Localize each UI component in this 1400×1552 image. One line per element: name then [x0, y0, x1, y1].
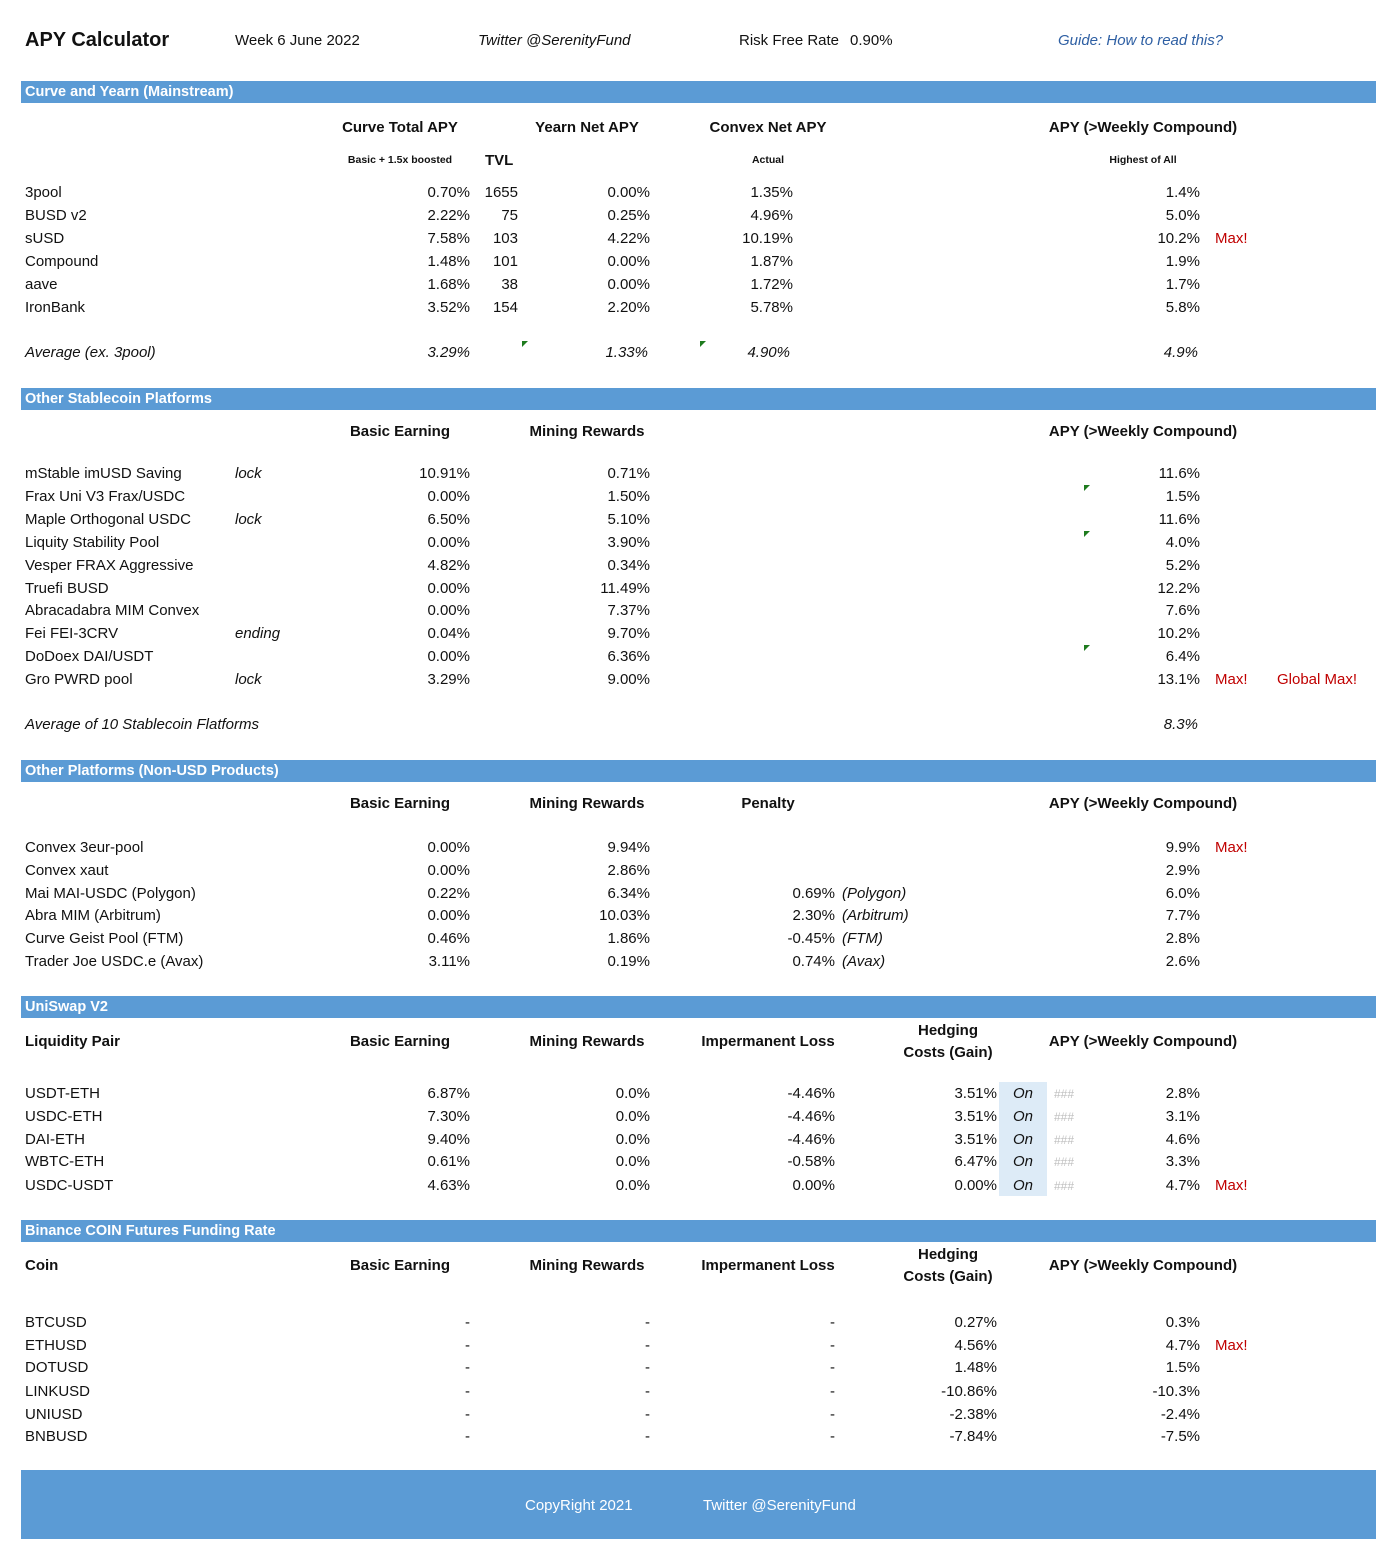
row-name: WBTC-ETH [25, 1153, 105, 1170]
curve-total-apy-value: 1.48% [427, 253, 470, 270]
mining-rewards-value: 6.36% [607, 648, 650, 665]
apy-value: 1.4% [1165, 184, 1200, 201]
convex-apy-value: 4.96% [750, 207, 793, 224]
row-name: Compound [25, 253, 99, 270]
row-name: mStable imUSD Saving [25, 465, 182, 482]
col-impermanent-loss: Impermanent Loss [701, 1033, 835, 1050]
yearn-apy-value: 2.20% [607, 299, 650, 316]
yearn-apy-value: 0.00% [607, 184, 650, 201]
penalty-value: 0.69% [792, 885, 835, 902]
col-coin: Coin [25, 1257, 59, 1274]
basic-earning-value: - [465, 1337, 470, 1354]
col-mining-rewards: Mining Rewards [529, 795, 645, 812]
footer-bar [21, 1470, 1376, 1539]
mining-rewards-value: 0.0% [615, 1177, 650, 1194]
row-name: 3pool [25, 184, 62, 201]
col-apy-sub: Highest of All [1109, 154, 1177, 166]
comment-marker [700, 341, 706, 347]
section-curve-yearn-bar: Curve and Yearn (Mainstream) [21, 81, 1376, 103]
apy-value: 2.6% [1165, 953, 1200, 970]
hedge-toggle[interactable]: On [1013, 1131, 1034, 1148]
hedging-cost-value: 6.47% [954, 1153, 997, 1170]
col-apy-weekly: APY (>Weekly Compound) [1048, 423, 1238, 440]
curve-average-curve: 3.29% [427, 344, 470, 361]
col-apy-weekly: APY (>Weekly Compound) [1048, 795, 1238, 812]
max-flag: Max! [1215, 1177, 1248, 1194]
hedge-toggle[interactable]: On [1013, 1108, 1034, 1125]
week-label: Week 6 June 2022 [235, 32, 360, 49]
mining-rewards-value: 0.0% [615, 1153, 650, 1170]
col-curve-sub: Basic + 1.5x boosted [347, 154, 453, 166]
convex-apy-value: 1.87% [750, 253, 793, 270]
stablecoin-average-label: Average of 10 Stablecoin Flatforms [25, 716, 260, 733]
row-name: USDC-USDT [25, 1177, 114, 1194]
col-apy-weekly: APY (>Weekly Compound) [1048, 1257, 1238, 1274]
mining-rewards-value: 0.0% [615, 1131, 650, 1148]
curve-total-apy-value: 0.70% [427, 184, 470, 201]
mining-rewards-value: - [645, 1359, 650, 1376]
impermanent-loss-value: 0.00% [792, 1177, 835, 1194]
basic-earning-value: - [465, 1383, 470, 1400]
convex-apy-value: 1.35% [750, 184, 793, 201]
impermanent-loss-value: -4.46% [787, 1108, 835, 1125]
mining-rewards-value: 9.70% [607, 625, 650, 642]
curve-total-apy-value: 1.68% [427, 276, 470, 293]
row-name: Convex 3eur-pool [25, 839, 144, 856]
footer-twitter[interactable]: Twitter @SerenityFund [703, 1497, 856, 1514]
col-hedging: Hedging [918, 1022, 978, 1039]
basic-earning-value: 0.04% [427, 625, 470, 642]
row-name: Mai MAI-USDC (Polygon) [25, 885, 196, 902]
apy-value: 7.7% [1165, 907, 1200, 924]
row-name: Curve Geist Pool (FTM) [25, 930, 184, 947]
basic-earning-value: 3.29% [427, 671, 470, 688]
yearn-apy-value: 4.22% [607, 230, 650, 247]
hedging-cost-value: -2.38% [949, 1406, 997, 1423]
row-name: DoDoex DAI/USDT [25, 648, 154, 665]
basic-earning-value: 4.82% [427, 557, 470, 574]
basic-earning-value: 0.22% [427, 885, 470, 902]
max-flag: Max! [1215, 1337, 1248, 1354]
row-name: Abra MIM (Arbitrum) [25, 907, 161, 924]
curve-average-yearn: 1.33% [605, 344, 648, 361]
apy-value: 7.6% [1165, 602, 1200, 619]
overflow-cell: ### [1054, 1087, 1075, 1101]
mining-rewards-value: 0.0% [615, 1085, 650, 1102]
apy-value: 3.3% [1165, 1153, 1200, 1170]
apy-value: 11.6% [1158, 465, 1200, 482]
mining-rewards-value: - [645, 1314, 650, 1331]
apy-value: 6.0% [1165, 885, 1200, 902]
impermanent-loss-value: - [830, 1406, 835, 1423]
basic-earning-value: 0.00% [427, 534, 470, 551]
row-name: BNBUSD [25, 1428, 88, 1445]
row-name: Trader Joe USDC.e (Avax) [25, 953, 204, 970]
mining-rewards-value: 0.34% [607, 557, 650, 574]
mining-rewards-value: 11.49% [600, 580, 650, 597]
col-impermanent-loss: Impermanent Loss [701, 1257, 835, 1274]
apy-value: 12.2% [1157, 580, 1200, 597]
basic-earning-value: - [465, 1428, 470, 1445]
section-stablecoin-bar: Other Stablecoin Platforms [21, 388, 1376, 410]
apy-value: 10.2% [1157, 230, 1200, 247]
curve-total-apy-value: 7.58% [427, 230, 470, 247]
tvl-value: 101 [492, 253, 518, 270]
impermanent-loss-value: -4.46% [787, 1131, 835, 1148]
impermanent-loss-value: -0.58% [787, 1153, 835, 1170]
apy-value: 0.3% [1165, 1314, 1200, 1331]
hedging-cost-value: 4.56% [954, 1337, 997, 1354]
hedging-cost-value: 1.48% [954, 1359, 997, 1376]
mining-rewards-value: 9.94% [607, 839, 650, 856]
row-name: Frax Uni V3 Frax/USDC [25, 488, 186, 505]
penalty-value: -0.45% [787, 930, 835, 947]
row-note: ending [235, 625, 281, 642]
overflow-cell: ### [1054, 1155, 1075, 1169]
apy-value: 11.6% [1158, 511, 1200, 528]
overflow-cell: ### [1054, 1110, 1075, 1124]
apy-value: -7.5% [1160, 1428, 1200, 1445]
row-name: UNIUSD [25, 1406, 83, 1423]
hedging-cost-value: 0.00% [954, 1177, 997, 1194]
mining-rewards-value: - [645, 1383, 650, 1400]
convex-apy-value: 5.78% [750, 299, 793, 316]
impermanent-loss-value: - [830, 1428, 835, 1445]
hedging-cost-value: -7.84% [949, 1428, 997, 1445]
max-flag: Max! [1215, 839, 1248, 856]
apy-value: 9.9% [1165, 839, 1200, 856]
col-hedging-costs: Costs (Gain) [903, 1268, 993, 1285]
twitter-handle[interactable]: Twitter @SerenityFund [478, 32, 631, 49]
tvl-value: 154 [492, 299, 518, 316]
mining-rewards-value: 0.71% [607, 465, 650, 482]
row-note: lock [235, 465, 262, 482]
col-penalty: Penalty [741, 795, 795, 812]
basic-earning-value: 0.61% [427, 1153, 470, 1170]
chain-label: (FTM) [842, 930, 883, 947]
mining-rewards-value: 10.03% [599, 907, 650, 924]
hedging-cost-value: 0.27% [954, 1314, 997, 1331]
basic-earning-value: 0.00% [427, 862, 470, 879]
basic-earning-value: 7.30% [427, 1108, 470, 1125]
hedge-toggle[interactable]: On [1013, 1177, 1034, 1194]
comment-marker [1084, 485, 1090, 491]
basic-earning-value: 6.87% [427, 1085, 470, 1102]
apy-value: 2.8% [1165, 1085, 1200, 1102]
convex-apy-value: 10.19% [742, 230, 793, 247]
impermanent-loss-value: - [830, 1359, 835, 1376]
basic-earning-value: - [465, 1314, 470, 1331]
basic-earning-value: - [465, 1359, 470, 1376]
col-hedging-costs: Costs (Gain) [903, 1044, 993, 1061]
row-name: Convex xaut [25, 862, 109, 879]
mining-rewards-value: 3.90% [607, 534, 650, 551]
row-name: USDC-ETH [25, 1108, 103, 1125]
col-apy-weekly: APY (>Weekly Compound) [1048, 119, 1238, 136]
curve-average-apy: 4.9% [1163, 344, 1198, 361]
chain-label: (Avax) [842, 953, 886, 970]
basic-earning-value: 0.00% [427, 602, 470, 619]
basic-earning-value: 0.00% [427, 648, 470, 665]
row-name: Maple Orthogonal USDC [25, 511, 191, 528]
mining-rewards-value: 2.86% [607, 862, 650, 879]
col-curve-total-apy: Curve Total APY [342, 119, 458, 136]
basic-earning-value: 0.00% [427, 839, 470, 856]
row-name: IronBank [25, 299, 86, 316]
col-tvl: TVL [485, 152, 514, 169]
tvl-value: 75 [501, 207, 518, 224]
apy-value: 4.7% [1165, 1337, 1200, 1354]
mining-rewards-value: 0.19% [607, 953, 650, 970]
overflow-cell: ### [1054, 1179, 1075, 1193]
basic-earning-value: 10.91% [419, 465, 470, 482]
basic-earning-value: 0.00% [427, 488, 470, 505]
col-basic-earning: Basic Earning [349, 423, 451, 440]
curve-average-convex: 4.90% [747, 344, 790, 361]
max-flag: Max! [1215, 230, 1248, 247]
footer-copyright: CopyRight 2021 [525, 1497, 633, 1514]
curve-total-apy-value: 2.22% [427, 207, 470, 224]
apy-value: 3.1% [1165, 1108, 1200, 1125]
row-note: lock [235, 511, 262, 528]
section-non-usd-bar: Other Platforms (Non-USD Products) [21, 760, 1376, 782]
row-name: Abracadabra MIM Convex [25, 602, 200, 619]
apy-value: -2.4% [1160, 1406, 1200, 1423]
risk-free-label: Risk Free Rate [739, 32, 840, 49]
basic-earning-value: 0.46% [427, 930, 470, 947]
mining-rewards-value: 9.00% [607, 671, 650, 688]
col-yearn-net-apy: Yearn Net APY [535, 119, 639, 136]
col-convex-sub: Actual [751, 154, 785, 166]
col-basic-earning: Basic Earning [349, 795, 451, 812]
apy-value: 5.0% [1165, 207, 1200, 224]
mining-rewards-value: 5.10% [607, 511, 650, 528]
penalty-value: 0.74% [792, 953, 835, 970]
apy-value: 1.5% [1165, 1359, 1200, 1376]
col-convex-net-apy: Convex Net APY [709, 119, 827, 136]
mining-rewards-value: 0.0% [615, 1108, 650, 1125]
section-binance-bar: Binance COIN Futures Funding Rate [21, 1220, 1376, 1242]
curve-total-apy-value: 3.52% [427, 299, 470, 316]
mining-rewards-value: - [645, 1406, 650, 1423]
convex-apy-value: 1.72% [750, 276, 793, 293]
row-name: DAI-ETH [25, 1131, 85, 1148]
row-name: USDT-ETH [25, 1085, 100, 1102]
row-name: Vesper FRAX Aggressive [25, 557, 194, 574]
impermanent-loss-value: - [830, 1383, 835, 1400]
col-mining-rewards: Mining Rewards [529, 1033, 645, 1050]
apy-value: 6.4% [1165, 648, 1200, 665]
basic-earning-value: 0.00% [427, 907, 470, 924]
apy-value: 13.1% [1157, 671, 1200, 688]
overflow-cell: ### [1054, 1133, 1075, 1147]
apy-value: 10.2% [1157, 625, 1200, 642]
basic-earning-value: - [465, 1406, 470, 1423]
hedging-cost-value: 3.51% [954, 1108, 997, 1125]
apy-value: 5.8% [1165, 299, 1200, 316]
hedge-toggle[interactable]: On [1013, 1085, 1034, 1102]
row-name: sUSD [25, 230, 65, 247]
comment-marker [1084, 645, 1090, 651]
impermanent-loss-value: - [830, 1314, 835, 1331]
tvl-value: 103 [492, 230, 518, 247]
row-name: BTCUSD [25, 1314, 87, 1331]
row-note: lock [235, 671, 262, 688]
basic-earning-value: 0.00% [427, 580, 470, 597]
chain-label: (Arbitrum) [842, 907, 909, 924]
curve-average-label: Average (ex. 3pool) [25, 344, 156, 361]
tvl-value: 38 [501, 276, 518, 293]
comment-marker [1084, 531, 1090, 537]
impermanent-loss-value: -4.46% [787, 1085, 835, 1102]
hedging-cost-value: 3.51% [954, 1085, 997, 1102]
comment-marker [522, 341, 528, 347]
max-flag: Max! [1215, 671, 1248, 688]
row-name: Fei FEI-3CRV [25, 625, 119, 642]
col-apy-weekly: APY (>Weekly Compound) [1048, 1033, 1238, 1050]
basic-earning-value: 4.63% [427, 1177, 470, 1194]
chain-label: (Polygon) [842, 885, 907, 902]
row-name: Liquity Stability Pool [25, 534, 160, 551]
row-name: Truefi BUSD [25, 580, 109, 597]
hedging-cost-value: 3.51% [954, 1131, 997, 1148]
mining-rewards-value: - [645, 1428, 650, 1445]
yearn-apy-value: 0.00% [607, 253, 650, 270]
mining-rewards-value: 1.86% [607, 930, 650, 947]
row-name: ETHUSD [25, 1337, 87, 1354]
yearn-apy-value: 0.25% [607, 207, 650, 224]
hedging-cost-value: -10.86% [941, 1383, 997, 1400]
col-mining-rewards: Mining Rewards [529, 423, 645, 440]
row-name: Gro PWRD pool [25, 671, 133, 688]
row-name: aave [25, 276, 58, 293]
col-mining-rewards: Mining Rewards [529, 1257, 645, 1274]
mining-rewards-value: 6.34% [607, 885, 650, 902]
col-liquidity-pair: Liquidity Pair [25, 1033, 121, 1050]
penalty-value: 2.30% [792, 907, 835, 924]
apy-value: 1.5% [1165, 488, 1200, 505]
hedge-toggle[interactable]: On [1013, 1153, 1034, 1170]
apy-value: 1.7% [1165, 276, 1200, 293]
section-uniswap-bar: UniSwap V2 [21, 996, 1376, 1018]
apy-value: 4.6% [1165, 1131, 1200, 1148]
mining-rewards-value: - [645, 1337, 650, 1354]
impermanent-loss-value: - [830, 1337, 835, 1354]
global-max-flag: Global Max! [1277, 671, 1358, 688]
apy-value: 1.9% [1165, 253, 1200, 270]
apy-value: 5.2% [1165, 557, 1200, 574]
mining-rewards-value: 1.50% [607, 488, 650, 505]
row-name: DOTUSD [25, 1359, 89, 1376]
apy-value: 4.7% [1165, 1177, 1200, 1194]
risk-free-value: 0.90% [850, 32, 893, 49]
apy-value: 4.0% [1165, 534, 1200, 551]
row-name: LINKUSD [25, 1383, 91, 1400]
yearn-apy-value: 0.00% [607, 276, 650, 293]
row-name: BUSD v2 [25, 207, 87, 224]
col-hedging: Hedging [918, 1246, 978, 1263]
apy-value: 2.8% [1165, 930, 1200, 947]
tvl-value: 1655 [484, 184, 518, 201]
basic-earning-value: 3.11% [428, 953, 470, 970]
page-title: APY Calculator [25, 29, 170, 51]
basic-earning-value: 6.50% [427, 511, 470, 528]
col-basic-earning: Basic Earning [349, 1033, 451, 1050]
col-basic-earning: Basic Earning [349, 1257, 451, 1274]
basic-earning-value: 9.40% [427, 1131, 470, 1148]
mining-rewards-value: 7.37% [607, 602, 650, 619]
apy-value: 2.9% [1165, 862, 1200, 879]
apy-value: -10.3% [1152, 1383, 1200, 1400]
stablecoin-average-apy: 8.3% [1163, 716, 1198, 733]
guide-link[interactable]: Guide: How to read this? [1058, 32, 1224, 49]
